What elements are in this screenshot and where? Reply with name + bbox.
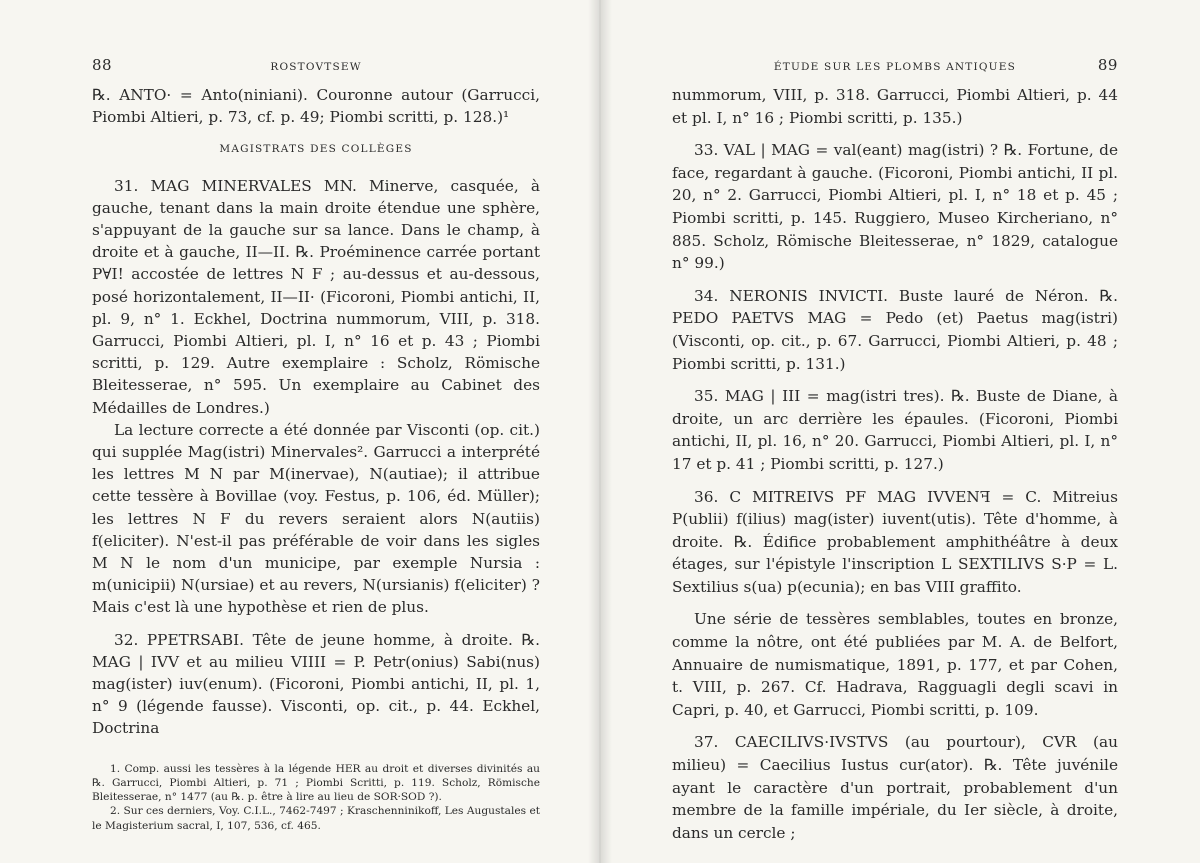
right-page-header	[672, 56, 1118, 74]
paragraph-gap	[672, 129, 1118, 139]
paragraph-gap	[672, 275, 1118, 285]
page-number-right: 89	[1097, 56, 1118, 74]
book-gutter-shadow	[588, 0, 612, 863]
paragraph-continuation: nummorum, VIII, p. 318. Garrucci, Piombi Altieri, p. 44 et pl. I, n° 16 ; Piombi scritti, p. 135.)	[672, 86, 1118, 127]
paragraph-gap	[92, 619, 540, 629]
right-page	[600, 0, 1200, 863]
footnote-1: 1. Comp. aussi les tessères à la légende HER au droit et diverses divinités au ℞. Garrucci, Piombi Altieri, p. 71 ; Piombi Scritti, p. 119. Scholz, Römische Bleitesserae, n° 1477 (au ℞. p. être à lire au lieu de SOR·SOD ?).	[92, 762, 540, 804]
footnote-2: 2. Sur ces derniers, Voy. C.I.L., 7462-7497 ; Kraschenninikoff, Les Augustales et le Magisterium sacral, I, 107, 536, cf. 465.	[92, 805, 540, 832]
entry-34: 34. NERONIS INVICTI. Buste lauré de Néron. ℞. PEDO PAETVS MAG = Pedo (et) Paetus mag(istri) (Visconti, op. cit., p. 67. Garrucci, Piombi Altieri, p. 48 ; Piombi scritti, p. 131.)	[672, 286, 1118, 373]
footnotes	[92, 762, 540, 833]
paragraph-lecture: La lecture correcte a été donnée par Visconti (op. cit.) qui supplée Mag(istri) Minervales². Garrucci a interprété les lettres M N par M(inervae), N(autiae); il attribue cette tessère à Bovillae (voy. Festus, p. 106, éd. Müller); les lettres N F du revers seraient alors N(autiis) f(eliciter). N'est-il pas préférable de voir dans les sigles M N le nom d'un municipe, par exemple Nursia : m(unicipii) N(ursiae) et au revers, N(ursianis) f(eliciter) ? Mais c'est là une hypothèse et rien de plus.	[92, 420, 540, 617]
paragraph-gap	[672, 375, 1118, 385]
running-title-right: ÉTUDE SUR LES PLOMBS ANTIQUES	[773, 61, 1016, 73]
right-body-text	[672, 84, 1118, 844]
paragraph-gap	[672, 598, 1118, 608]
running-title-left: ROSTOVTSEW	[270, 61, 362, 73]
entry-32: 32. PPETRSABI. Tête de jeune homme, à droite. ℞. MAG | IVV et au milieu VIIII = P. Petr(onius) Sabi(nus) mag(ister) iuv(enum). (Ficoroni, Piombi antichi, II, pl. 1, n° 9 (légende fausse). Visconti, op. cit., p. 44. Eckhel, Doctrina	[92, 630, 540, 738]
left-body-text	[92, 84, 540, 740]
paragraph-anto: ℞. ANTO· = Anto(niniani). Couronne autour (Garrucci, Piombi Altieri, p. 73, cf. p. 49; Piombi scritti, p. 128.)¹	[92, 86, 540, 127]
paragraph-gap	[672, 721, 1118, 731]
entry-37: 37. CAECILIVS·IVSTVS (au pourtour), CVR (au milieu) = Caecilius Iustus cur(ator). ℞. Tête juvénile ayant le caractère d'un portrait, probablement d'un membre de la famille impériale, du Ier siècle, à droite, dans un cercle ;	[672, 733, 1118, 842]
entry-36: 36. C MITREIVS PF MAG IVVENꟻ = C. Mitreius P(ublii) f(ilius) mag(ister) iuvent(utis). Tête d'homme, à droite. ℞. Édifice probablement amphithéâtre à deux étages, sur l'épistyle l'inscription L SEXTILIVS S·P = L. Sextilius s(ua) p(ecunia); en bas VIII graffito.	[672, 487, 1118, 596]
paragraph-serie: Une série de tessères semblables, toutes en bronze, comme la nôtre, ont été publiées par M. A. de Belfort, Annuaire de numismatique, 1891, p. 177, et par Cohen, t. VIII, p. 267. Cf. Hadrava, Ragguagli degli scavi in Capri, p. 40, et Garrucci, Piombi scritti, p. 109.	[672, 610, 1118, 719]
section-heading: MAGISTRATS DES COLLÈGES	[219, 143, 413, 156]
page-number-left: 88	[92, 56, 113, 74]
left-page-header	[92, 56, 540, 74]
entry-35: 35. MAG | III = mag(istri tres). ℞. Buste de Diane, à droite, un arc derrière les épaules. (Ficoroni, Piombi antichi, II, pl. 16, n° 20. Garrucci, Piombi Altieri, pl. I, n° 17 et p. 41 ; Piombi scritti, p. 127.)	[672, 387, 1118, 473]
entry-33: 33. VAL | MAG = val(eant) mag(istri) ? ℞. Fortune, de face, regardant à gauche. (Ficoroni, Piombi antichi, II pl. 20, n° 2. Garrucci, Piombi Altieri, pl. I, n° 18 et p. 45 ; Piombi scritti, p. 145. Ruggiero, Museo Kircheriano, n° 885. Scholz, Römische Bleitesserae, n° 1829, catalogue n° 99.)	[672, 141, 1118, 273]
entry-31: 31. MAG MINERVALES MN. Minerve, casquée, à gauche, tenant dans la main droite étendue une sphère, s'appuyant de la gauche sur sa lance. Dans le champ, à droite et à gauche, II—II. ℞. Proéminence carrée portant P∀I! accostée de lettres N F ; au-dessus et au-dessous, posé horizontalement, II—II· (Ficoroni, Piombi antichi, II, pl. 9, n° 1. Eckhel, Doctrina nummorum, VIII, p. 318. Garrucci, Piombi Altieri, pl. I, n° 16 et p. 43 ; Piombi scritti, p. 129. Autre exemplaire : Scholz, Römische Bleitesserae, n° 595. Un exemplaire au Cabinet des Médailles de Londres.)	[92, 176, 540, 417]
paragraph-gap	[672, 476, 1118, 486]
